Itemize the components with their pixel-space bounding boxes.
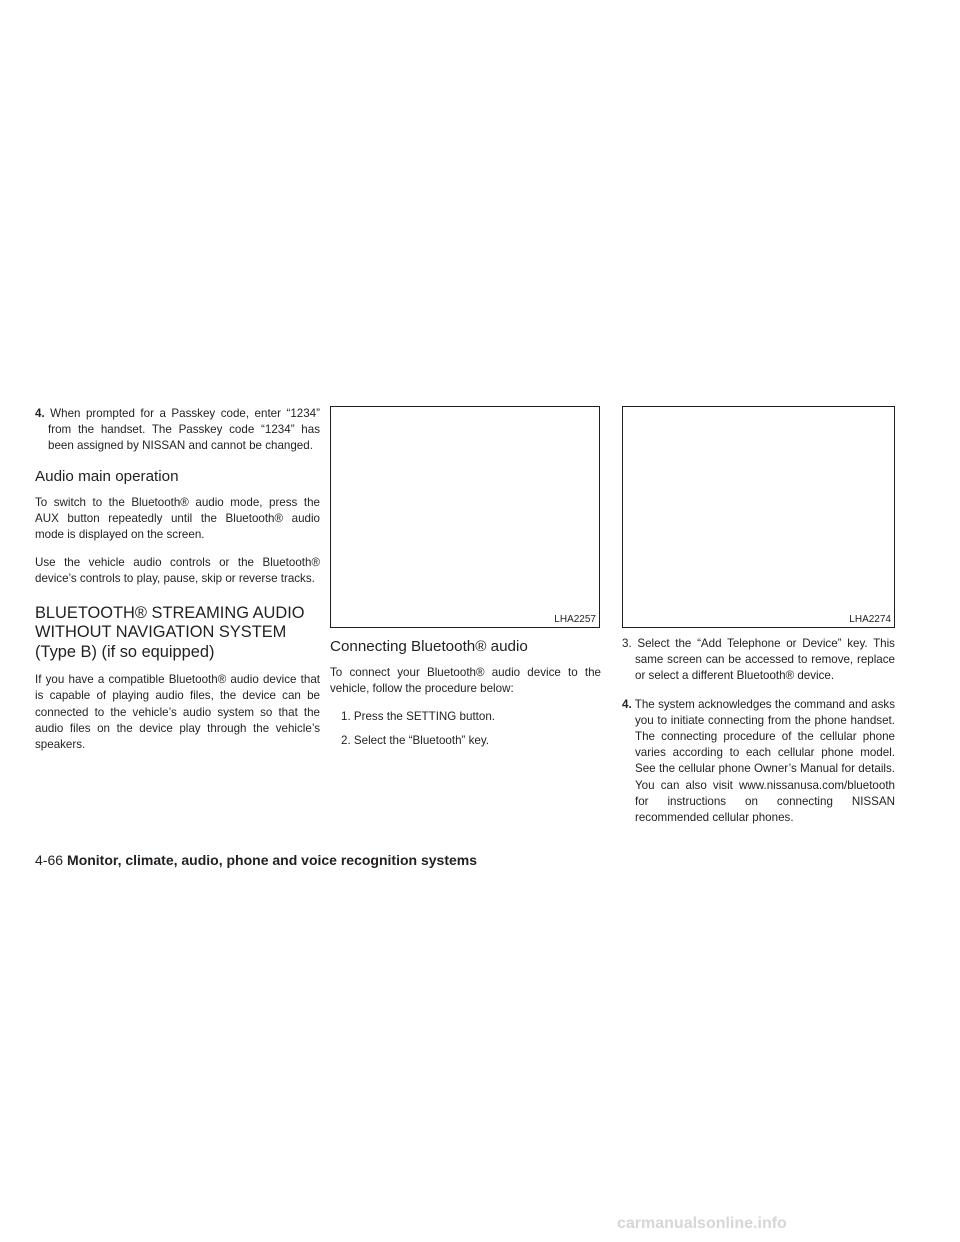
step-4-acknowledge [622,697,895,827]
paragraph-streaming-intro: If you have a compatible Bluetooth® audio device that is capable of playing audio files, the device can be connected to the vehicle’s audio system so that the audio files on the device play through the vehicle’s speakers. [35,673,320,751]
step-number: 4. [35,407,45,420]
heading-line-1: BLUETOOTH® STREAMING AUDIO [35,603,305,622]
paragraph-audio-controls: Use the vehicle audio controls or the Bluetooth® device’s controls to play, pause, skip or reverse tracks. [35,556,320,586]
step-1-setting: 1. Press the SETTING button. [341,710,496,724]
figure-caption: LHA2274 [849,614,891,625]
heading-streaming-audio [35,604,320,663]
paragraph-connect-intro: To connect your Bluetooth® audio device to the vehicle, follow the procedure below: [330,666,601,696]
section-title: Monitor, climate, audio, phone and voice recognition systems [67,852,477,868]
figure-lha2274 [622,406,895,628]
step-4-passkey [35,406,320,455]
column-right [622,406,895,838]
column-middle [330,406,601,756]
step-text: When prompted for a Passkey code, enter “1234” from the handset. The Passkey code “1234” has been assigned by NISSAN and cannot be changed. [48,407,320,453]
page-footer [35,851,477,869]
step-text: The system acknowledges the command and asks you to initiate connecting from the phone handset. The connecting procedure of the cellular phone varies according to each cellular phone model. See the cellular phone Owner’s Manual for details. You can also visit www.nissanusa.com/bluetooth for instructions on connecting NISSAN recommended cellular phones. [634,697,896,825]
step-number: 3. [622,637,632,650]
step-number: 4. [622,697,632,711]
step-text: Select the “Add Telephone or Device” key. This same screen can be accessed to remove, replace or select a different Bluetooth® device. [635,637,895,683]
figure-caption: LHA2257 [554,614,596,625]
step-3-add-device [622,636,895,685]
step-2-bluetooth-key: 2. Select the “Bluetooth” key. [341,733,490,747]
heading-line-3: (Type B) (if so equipped) [35,642,215,661]
paragraph-audio-switch: To switch to the Bluetooth® audio mode, press the AUX button repeatedly until the Bluetooth® audio mode is displayed on the screen. [35,495,320,542]
watermark: carmanualsonline.info [617,1215,787,1232]
heading-audio-main-operation: Audio main operation [35,467,179,485]
column-left [35,406,320,765]
figure-lha2257 [330,406,600,628]
page-number: 4-66 [35,852,64,868]
heading-line-2: WITHOUT NAVIGATION SYSTEM [35,623,287,642]
heading-connecting-bluetooth-audio: Connecting Bluetooth® audio [330,638,528,655]
